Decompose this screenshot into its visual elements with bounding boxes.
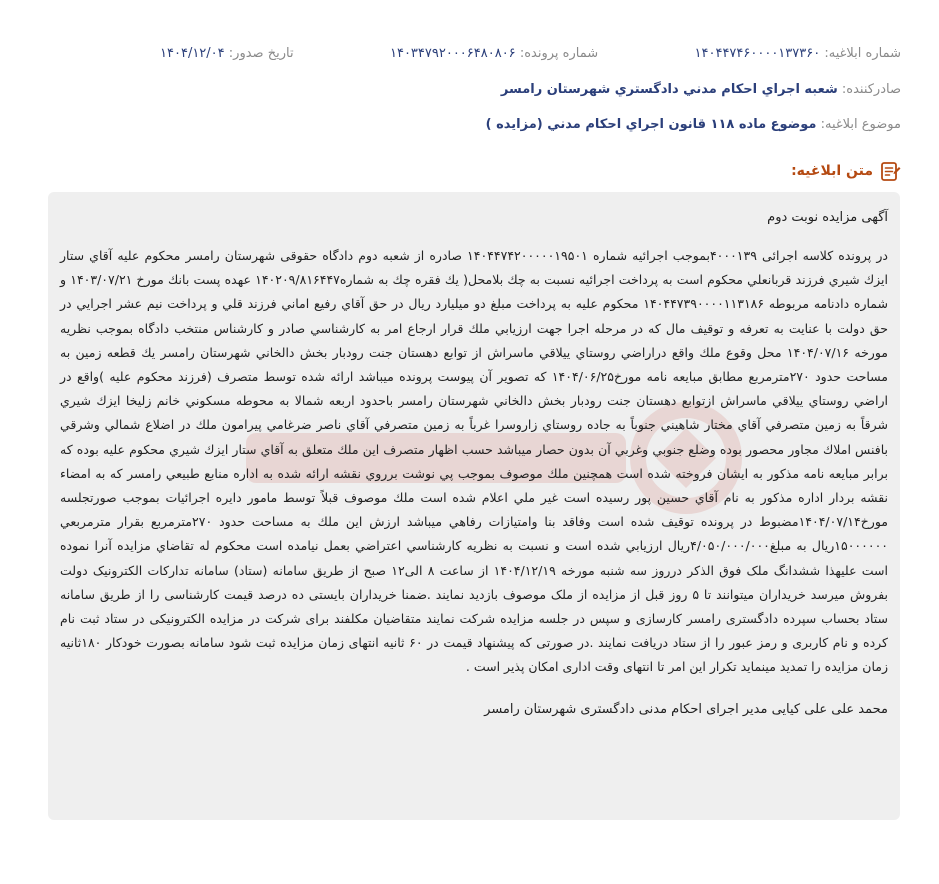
case-number: [390, 44, 598, 64]
case-number-value: ۱۴۰۳۴۷۹۲۰۰۰۶۴۸۰۸۰۶: [389, 46, 516, 61]
case-number-label: شماره پرونده:: [519, 46, 599, 61]
notice-signature: محمد علی علی کیایی مدیر اجرای احکام مدنی دادگستری شهرستان رامسر: [484, 701, 888, 717]
issuer-label: صادرکننده:: [841, 82, 901, 97]
notice-section-title: [791, 160, 901, 182]
notice-number-value: ۱۴۰۴۴۷۴۶۰۰۰۰۱۳۷۳۶۰: [694, 46, 821, 61]
notice-section-label: متن ابلاغیه:: [791, 163, 873, 179]
issue-date-label: تاریخ صدور:: [228, 46, 294, 61]
issue-date-value: ۱۴۰۴/۱۲/۰۴: [160, 46, 225, 61]
subject-value: موضوع ماده ۱۱۸ قانون اجراي احكام مدني (مزايده ): [485, 117, 817, 132]
issuer-row: [501, 80, 901, 100]
notice-number: [695, 44, 901, 64]
subject-row: [486, 115, 901, 135]
issue-date: [160, 44, 294, 64]
issuer-value: شعبه اجراي احكام مدني دادگستري شهرستان رامسر: [500, 82, 838, 97]
header-numbers-row: [160, 44, 901, 64]
notice-body-text: در پرونده کلاسه اجرائی ۴۰۰۰۱۳۹بموجب اجرائيه شماره ۱۴۰۴۴۷۴۲۰۰۰۰۰۱۹۵۰۱ صادره از شعبه دوم دادگاه حقوقی شهرستان رامسر محکوم عليه آقاي ستار ايزك شيري فرزند قربانعلي محكوم است به پرداخت اجرائيه نسبت به چك بلامحل( يك فقره چك به شماره۱۴۰۲۰۹/۸۱۶۴۴۷ عهده پست بانك مورخ ۱۴۰۳/۰۷/۲۱ و شماره دادنامه مربوطه ۱۴۰۴۴۷۳۹۰۰۰۰۱۱۳۱۸۶ محكوم عليه به پرداخت مبلغ دو ميليارد ريال در حق آقاي رفيع اماني فرزند قلي و پرداخت نيم عشر اجرايي در حق دولت با عنايت به تعرفه و توقيف مال كه در مرحله اجرا جهت ارزيابي ملك قرار ارجاع امر به كارشناسي صادر و كارشناس منتخب دادگاه بموجب نظريه مورخه ۱۴۰۴/۰۷/۱۶ محل وقوع ملك واقع دراراضي روستاي ييلاقي ماسراش از توابع دهستان جنت رودبار بخش دالخاني شهرستان رامسر يك قطعه زمين به مساحت حدود ۲۷۰مترمربع مطابق مبايعه نامه مورخ۱۴۰۴/۰۶/۲۵ كه تصوير آن پيوست پرونده ميباشد ارائه شده توسط متصرف (فرزند محكوم عليه )واقع در اراضي روستاي ييلاقي ماسراش ازتوابع دهستان جنت رودبار بخش دالخاني شهرستان رامسر باحدود اربعه شمالا به محوطه مسكوني خانم زليخا ايزك شيري شرقاً به زمين متصرفي آقاي مختار شاهيني جنوباً به جاده روستاي زاروسرا غرباً به زمين متصرفي آقاي ناصر ضرغامي پيرامون ملك در اضلاع شمالي وشرقي بافنس املاك مجاور محصور بوده وضلع جنوبي وغربي آن بدون حصار ميباشد حسب اظهار متصرف اين ملك متعلق به آقاي ستار ايزك شيري محكوم عليه بوده كه برابر مبايعه نامه مذكور به ايشان فروخته شده است همچنين ملك موصوف بموجب پي نوشت برروي نقشه ارائه شده به اداره منابع طبيعي رامسر كه به امضاء نقشه بردار اداره مذكور به نام آقاي حسين پور رسيده است غير ملي اعلام شده است ملك موصوف قبلاً توسط مامور دايره اجرائيات بموجب صورتجلسه مورخ۱۴۰۴/۰۷/۱۴مضبوط در پرونده توقيف شده است وفاقد بنا وامتيازات رفاهي ميباشد ارزش اين ملك به مساحت حدود ۲۷۰مترمربع بقرار مترمربعي ۱۵۰۰۰۰۰۰ريال به مبلغ۴/۰۵۰/۰۰۰/۰۰۰ريال ارزيابي شده است و نسبت به نظريه كارشناسي اعتراضي بعمل نيامده است محكوم له تقاضاي مزايده آنرا نموده است عليهذا ششدانگ ملک فوق الذكر درروز سه شنبه مورخه ۱۴۰۴/۱۲/۱۹ از ساعت ۸ الی۱۲ صبح از طريق سامانه (ستاد) سامانه تداركات الكترونيک دولت بفروش ميرسد خريداران ميتوانند تا ۵ روز قبل از مزایده از ملک موصوف بازدید نمایند .ضمنا خریداران بایستی ده درصد قیمت کارشناسی را از طریق سامانه ستاد بحساب سپرده دادگستری رامسر کارسازی و سپس در جلسه مزایده شرکت نمایند متقاضیان مکلفند برای شرکت در مزایده الکترونیکی در ستاد ثبت نام کرده و نام کاربری و رمز عبور را از ستاد دریافت نمایند .در صورتی که پیشنهاد قیمت در ۶۰ ثانیه انتهای زمان مزایده ثبت شود سامانه بصورت خودکار ۱۸۰ثانیه زمان مزایده را تمدید مینماید تکرار این امر تا انتهای وقت اداری امکان پذیر است .: [60, 248, 889, 675]
notice-number-label: شماره ابلاغیه:: [824, 46, 901, 61]
notice-document-icon: [879, 160, 901, 182]
notice-body-box: [48, 192, 900, 820]
notice-heading: آگهی مزایده نوبت دوم: [767, 210, 888, 225]
subject-label: موضوع ابلاغیه:: [820, 117, 901, 132]
